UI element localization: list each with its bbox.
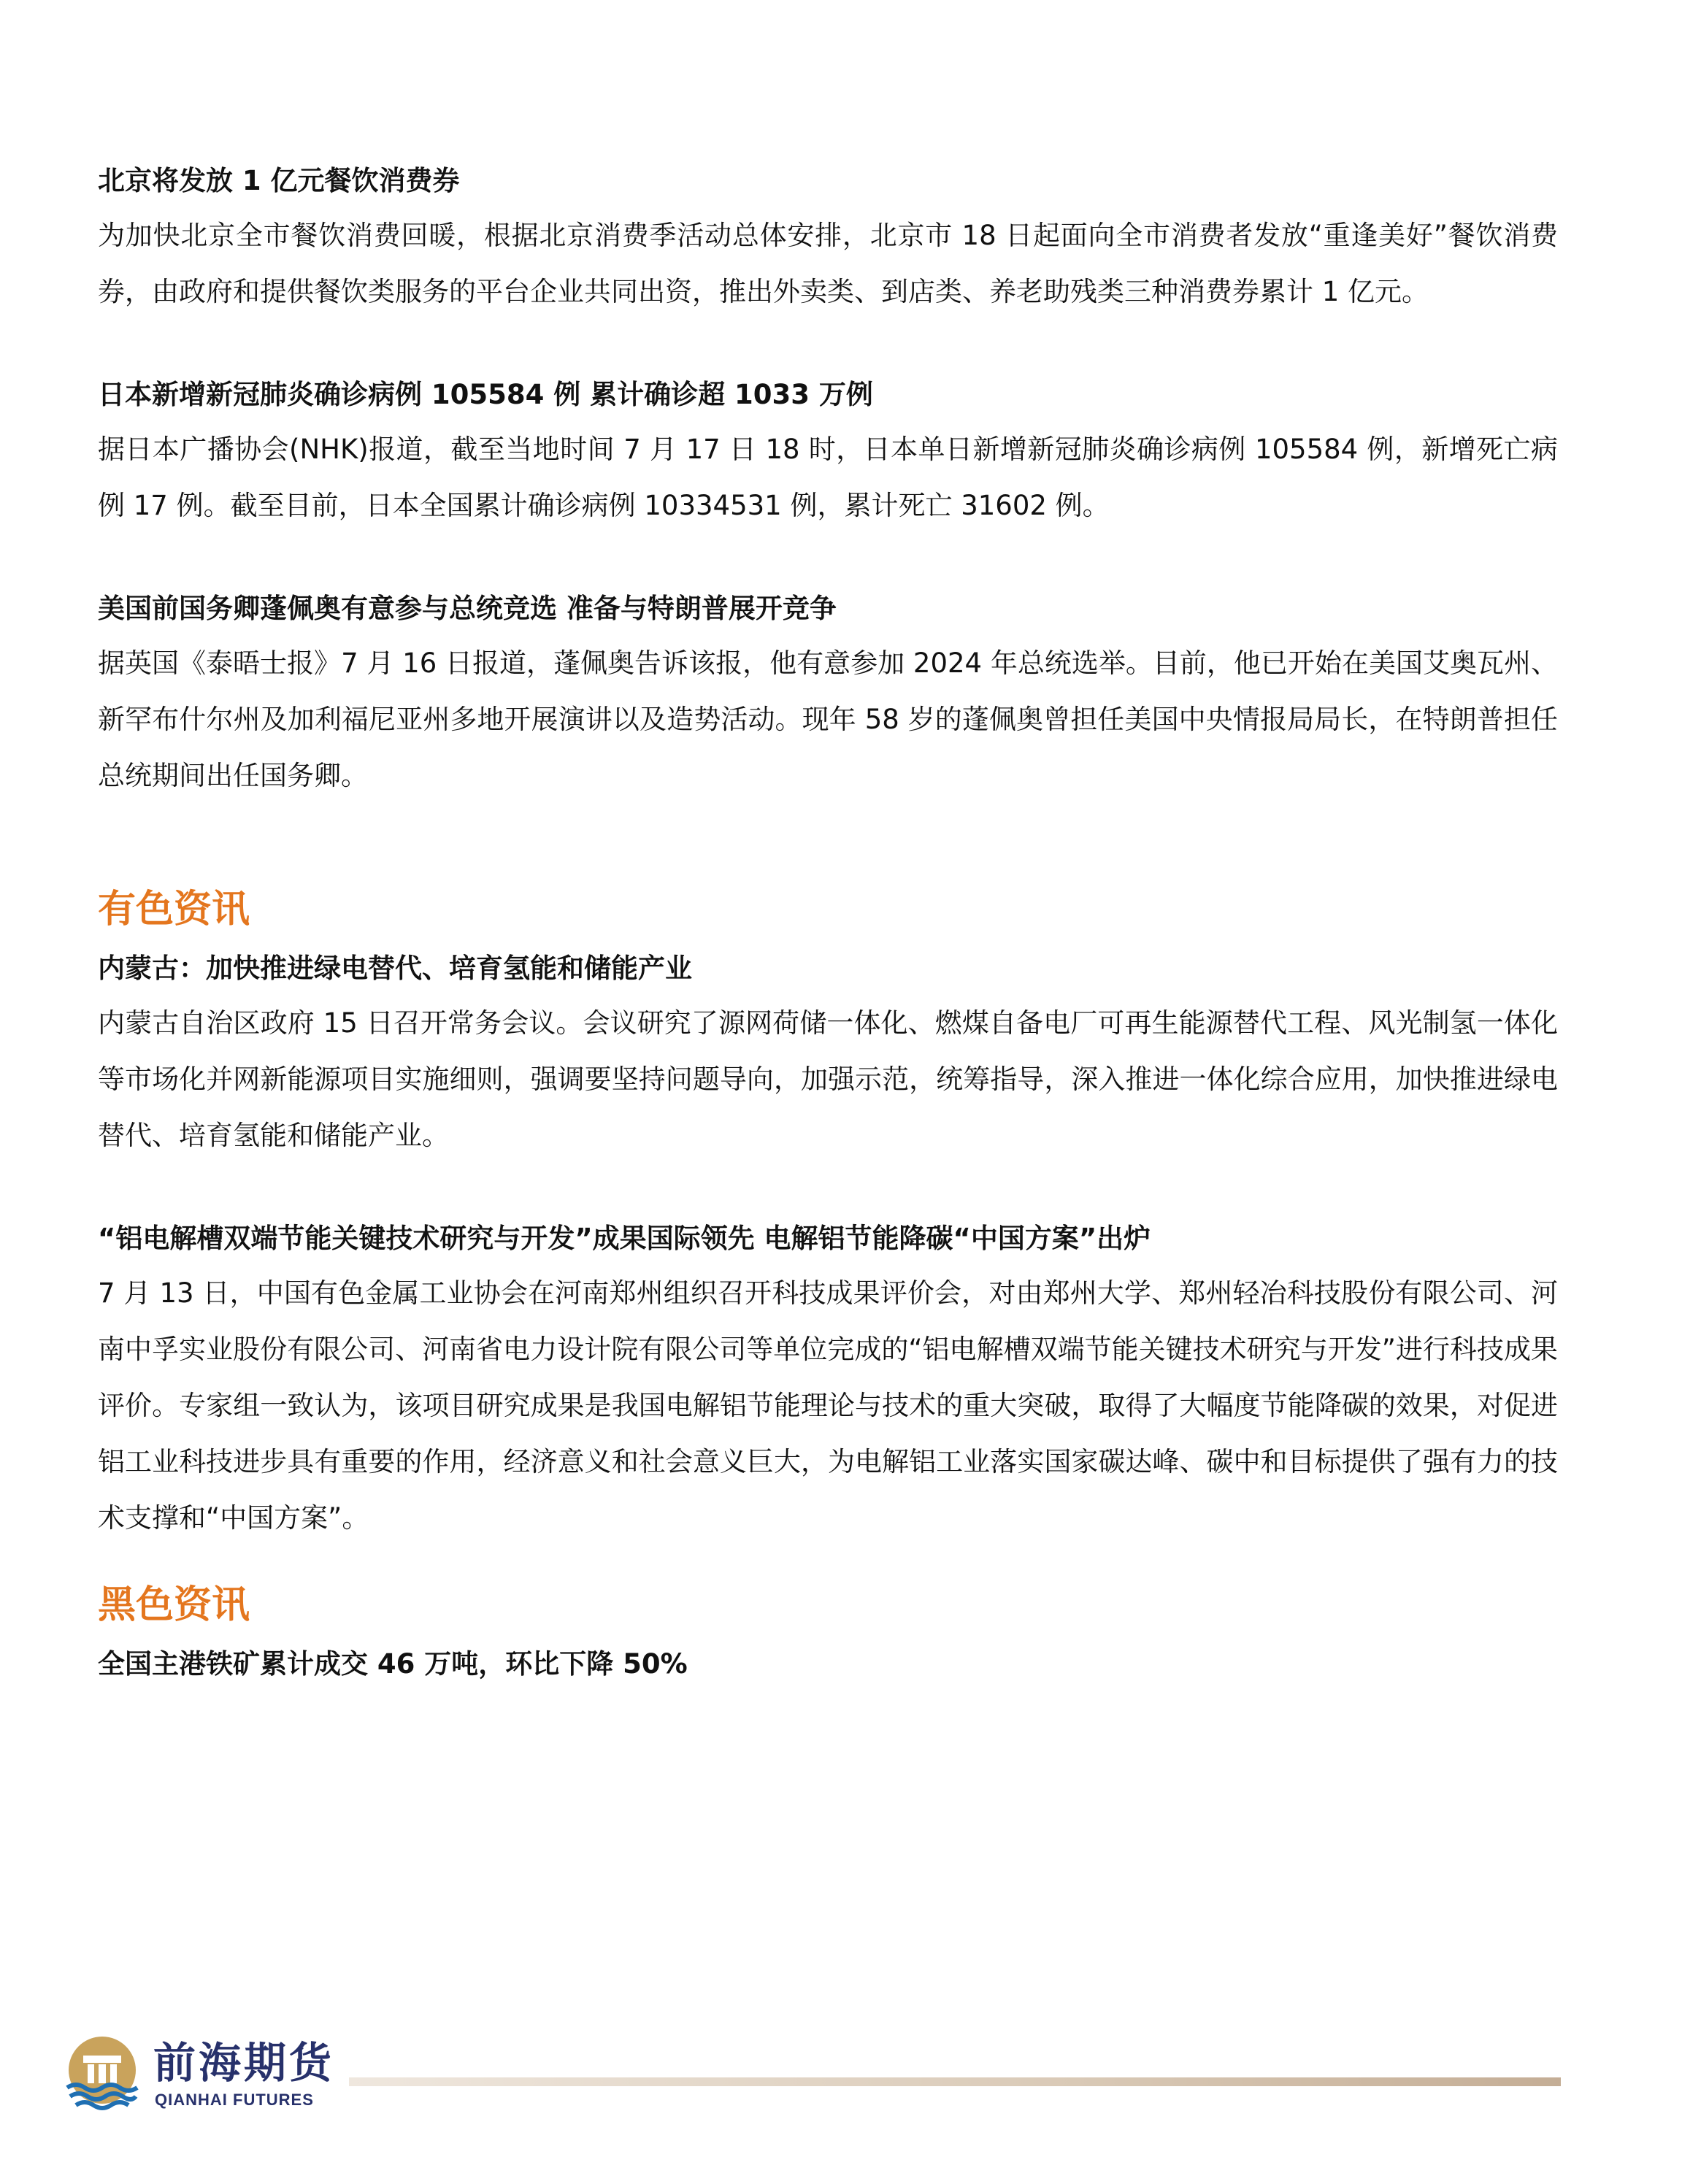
logo-chinese-name: 前海期货: [153, 2038, 335, 2088]
article-body: 据日本广播协会(NHK)报道，截至当地时间 7 月 17 日 18 时，日本单日新增新冠肺炎确诊病例 105584 例，新增死亡病例 17 例。截至目前，日本全国累计确诊病例 10334531 例，累计死亡 31602 例。: [98, 434, 1558, 521]
article-body: 为加快北京全市餐饮消费回暖，根据北京消费季活动总体安排，北京市 18 日起面向全市消费者发放“重逢美好”餐饮消费券，由政府和提供餐饮类服务的平台企业共同出资，推出外卖类、到店类、养老助残类三种消费券累计 1 亿元。: [98, 220, 1558, 307]
article-beijing-vouchers: [98, 162, 1558, 320]
article-body: 据英国《泰晤士报》7 月 16 日报道，蓬佩奥告诉该报，他有意参加 2024 年总统选举。目前，他已开始在美国艾奥瓦州、新罕布什尔州及加利福尼亚州多地开展演讲以及造势活动。现年 58 岁的蓬佩奥曾担任美国中央情报局局长，在特朗普担任总统期间出任国务卿。: [98, 647, 1558, 791]
article-body: 7 月 13 日，中国有色金属工业协会在河南郑州组织召开科技成果评价会，对由郑州大学、郑州轻冶科技股份有限公司、河南中孚实业股份有限公司、河南省电力设计院有限公司等单位完成的“铝电解槽双端节能关键技术研究与开发”进行科技成果评价。专家组一致认为，该项目研究成果是我国电解铝节能理论与技术的重大突破，取得了大幅度节能降碳的效果，对促进铝工业科技进步具有重要的作用，经济意义和社会意义巨大，为电解铝工业落实国家碳达峰、碳中和目标提供了强有力的技术支撑和“中国方案”。: [98, 1277, 1558, 1534]
article-title: 北京将发放 1 亿元餐饮消费券: [98, 165, 460, 196]
qianhai-logo-icon: [64, 2035, 140, 2111]
article-title: 日本新增新冠肺炎确诊病例 105584 例 累计确诊超 1033 万例: [98, 379, 873, 410]
section-heading-nonferrous: 有色资讯: [98, 888, 250, 931]
section-heading-ferrous: 黑色资讯: [98, 1583, 250, 1627]
article-title: 内蒙古：加快推进绿电替代、培育氢能和储能产业: [98, 953, 692, 984]
page-footer: [64, 2035, 1597, 2123]
article-title: 美国前国务卿蓬佩奥有意参与总统竞选 准备与特朗普展开竞争: [98, 593, 837, 624]
article-inner-mongolia: [98, 950, 1558, 1164]
article-japan-covid: [98, 376, 1558, 534]
page-content: [98, 162, 1558, 1691]
article-aluminum-tech: [98, 1220, 1558, 1546]
article-title: 全国主港铁矿累计成交 46 万吨，环比下降 50%: [98, 1648, 688, 1680]
article-pompeo: [98, 590, 1558, 804]
article-title: “铝电解槽双端节能关键技术研究与开发”成果国际领先 电解铝节能降碳“中国方案”出炉: [98, 1223, 1151, 1254]
article-body: 内蒙古自治区政府 15 日召开常务会议。会议研究了源网荷储一体化、燃煤自备电厂可再生能源替代工程、风光制氢一体化等市场化并网新能源项目实施细则，强调要坚持问题导向，加强示范，统筹指导，深入推进一体化综合应用，加快推进绿电替代、培育氢能和储能产业。: [98, 1007, 1558, 1151]
article-iron-ore: [98, 1645, 1558, 1683]
logo-english-name: QIANHAI FUTURES: [155, 2091, 314, 2109]
footer-divider-bar: [349, 2077, 1561, 2086]
